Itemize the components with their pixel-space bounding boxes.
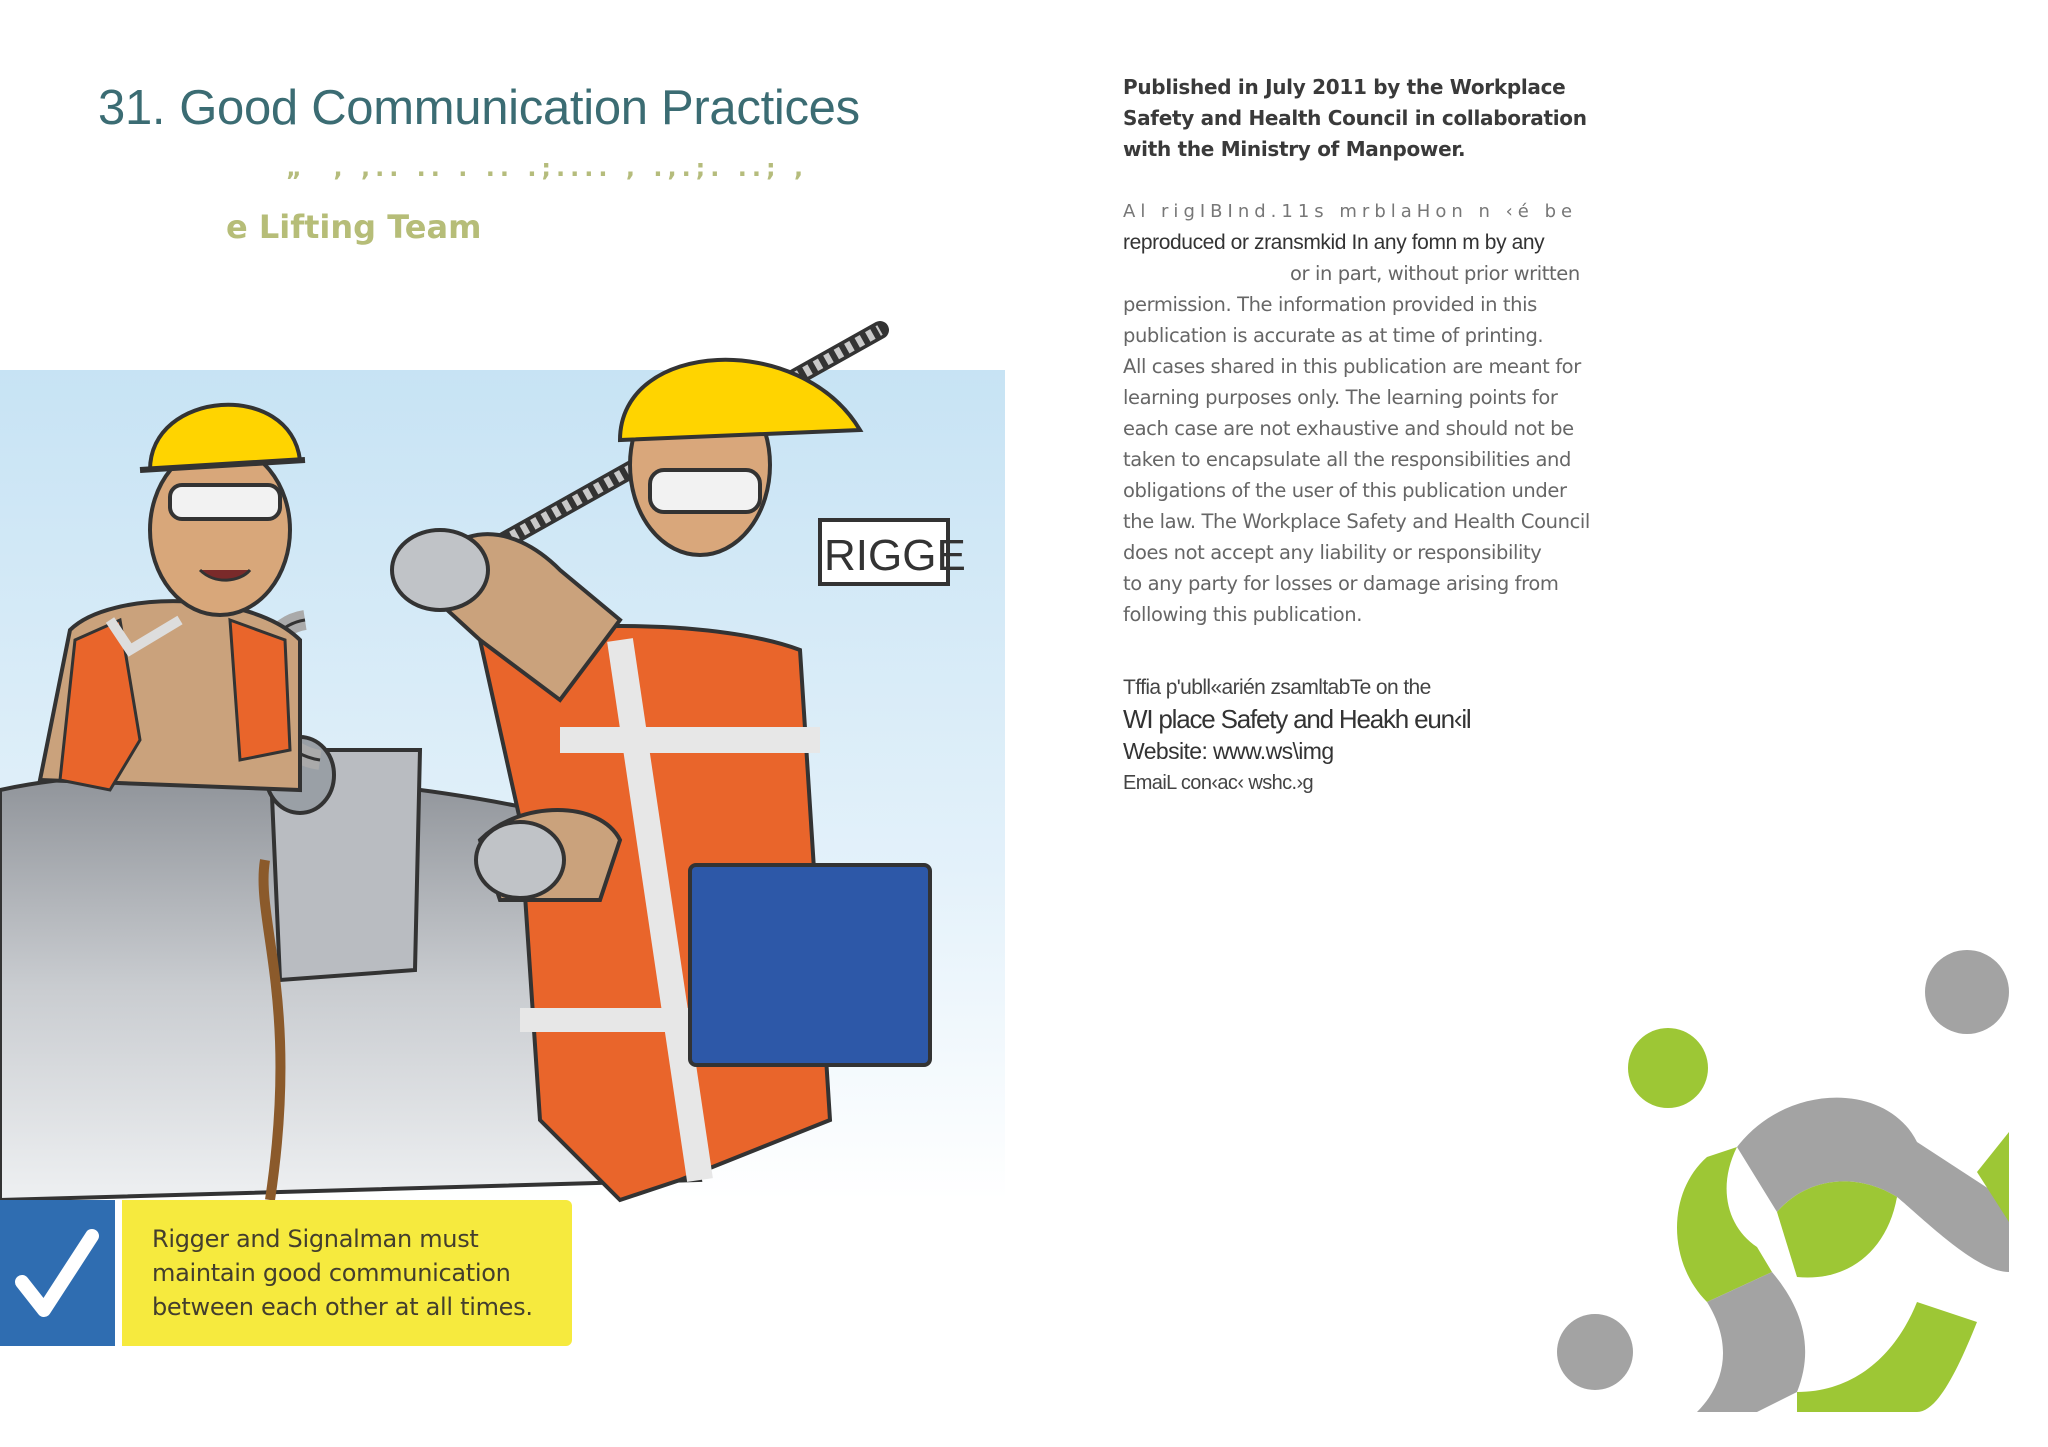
rights-line: or in part, without prior written [1290,262,1580,285]
callout-text: Rigger and Signalman must maintain good communication between each other at all times. [152,1225,533,1321]
published-line: Published in July 2011 by the Workplace [1123,75,1566,99]
rigger-signalman-illustration [0,320,1010,1220]
contact-info [1123,672,1643,799]
rights-line: to any party for losses or damage arising from [1123,572,1559,595]
wshc-logo [1557,972,2009,1412]
rights-line: does not accept any liability or responsibility [1123,541,1542,564]
checkmark-icon [0,1200,115,1346]
rights-line: each case are not exhaustive and should not be [1123,417,1574,440]
logo-dot-gray-bottom [1557,1314,1633,1390]
publication-notice [1123,72,1623,165]
rights-line: Al rigIBInd.11s mrblaHon n ‹é be [1123,201,1578,222]
garbled-heading: „ , ,.. .. . .. .;.... , .,.;. ..; , [286,154,809,182]
page-title [98,80,860,136]
rights-line: the law. The Workplace Safety and Health Council [1123,510,1590,533]
rights-line: following this publication. [1123,603,1363,626]
logo-lower-green [1797,1302,1977,1412]
published-line: with the Ministry of Manpower. [1123,137,1466,161]
council-name: WI place Safety and Heakh eun‹il [1123,704,1471,734]
email-line: EmaiL con‹ac‹ wshc.›g [1123,772,1314,794]
rights-line: taken to encapsulate all the responsibilities and [1123,448,1571,471]
callout-check-box [0,1200,115,1346]
imprint-column [1123,72,1623,794]
published-line: Safety and Health Council in collaboration [1123,106,1587,130]
rights-line: All cases shared in this publication are meant for [1123,355,1581,378]
logo-dot-green [1628,1028,1708,1108]
subtitle: e Lifting Team [226,208,482,246]
rights-line: reproduced or zransmkid In any fomn m by any [1123,231,1545,254]
logo-dot-gray-top [1925,950,2009,1034]
availability-line: Tffia p'ubll«arién zsamltabTe on the [1123,676,1431,699]
callout-box [122,1200,572,1346]
rights-line: learning purposes only. The learning points for [1123,386,1558,409]
section-title: Good Communication Practices [179,81,860,135]
vest-label: RIGGE [824,531,966,580]
rights-line: obligations of the user of this publication under [1123,479,1567,502]
section-number: 31. [98,81,166,135]
rights-disclaimer [1123,196,1643,630]
rights-line: publication is accurate as at time of printing. [1123,324,1544,347]
website-line: Website: www.ws\img [1123,738,1334,764]
rights-line: permission. The information provided in this [1123,293,1537,316]
